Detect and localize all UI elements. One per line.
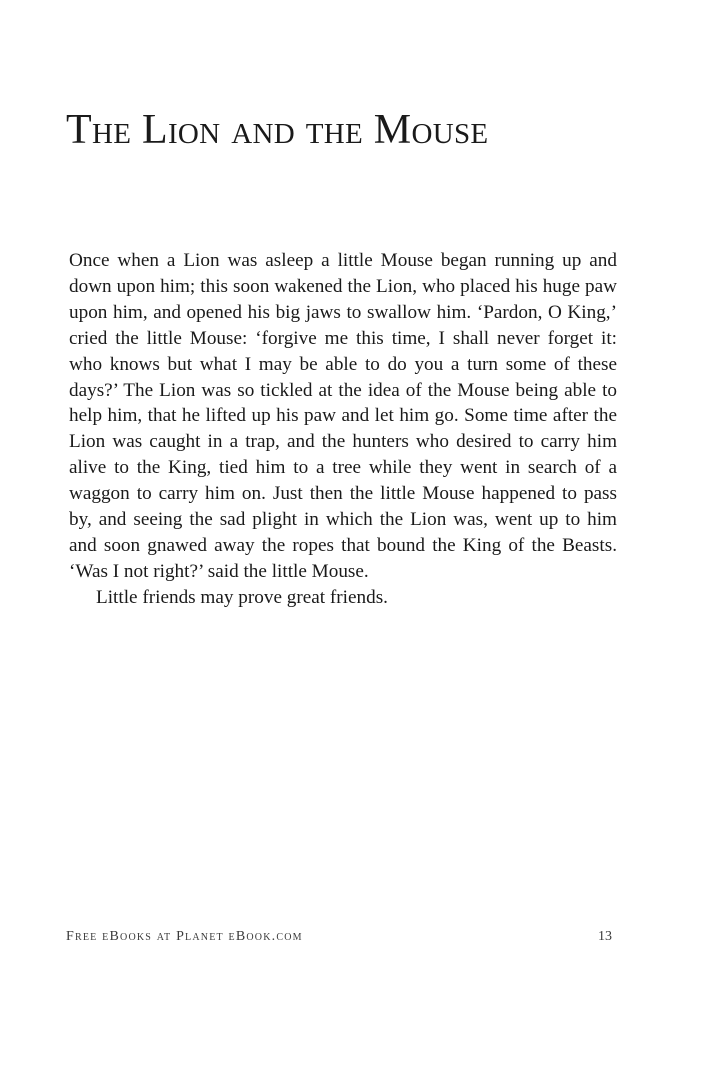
story-paragraph: Once when a Lion was asleep a little Mouse began running up and down upon him; this soon wakened the Lion, who placed his huge paw upon him, and opened his big jaws to swallow him. ‘Pardon, O King,’ cried the little Mouse: ‘forgive me this time, I shall never forget it: who knows but what I may be able to do you a turn some of these days?’ The Lion was so tickled at the idea of the Mouse being able to help him, that he lifted up his paw and let him go. Some time after the Lion was caught in a trap, and the hunters who desired to carry him alive to the King, tied him to a tree while they went in search of a waggon to carry him on. Just then the little Mouse happened to pass by, and seeing the sad plight in which the Lion was, went up to him and soon gnawed away the ropes that bound the King of the Beasts. ‘Was I not right?’ said the little Mouse. [69,250,617,582]
page-number: 13 [598,929,612,944]
story-body [69,248,617,611]
story-moral: Little friends may prove great friends. [96,586,388,608]
page-footer [66,927,612,947]
footer-source: Free eBooks at Planet eBook.com [66,929,303,944]
story-title: The Lion and the Mouse [66,107,489,153]
